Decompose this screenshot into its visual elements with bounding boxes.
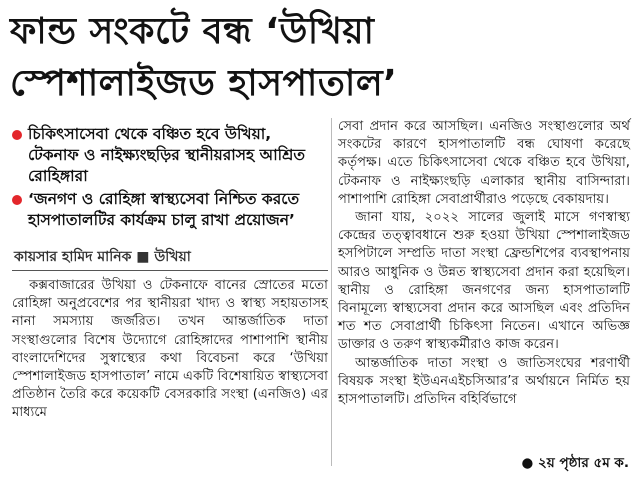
headline-line-1: ফান্ড সংকটে বন্ধ ‘উখিয়া: [10, 11, 375, 52]
byline: কায়সার হামিদ মানিক ■ উখিয়া: [14, 249, 191, 265]
summary-bullet: [12, 124, 322, 187]
summary-bullet: [12, 189, 322, 231]
paragraph: জানা যায়, ২০২২ সালের জুলাই মাসে গণস্বাস্থ্য কেন্দ্রের তত্ত্বাবধানে শুরু হওয়া উখিয়া স্পেশালাইজড হসপিটালে সম্প্রতি দাতা সংস্থা ফ্রেন্ডশিপের ব্যবস্থাপনায় আরও আধুনিক ও উন্নত স্বাস্থ্যসেবা প্রদান করা হয়েছিল। স্থানীয় ও রোহিঙ্গা জনগণের জন্য হাসপাতালটি বিনামূল্যে স্বাস্থ্যসেবা প্রদান করে আসছিল এবং প্রতিদিন শত শত সেবাপ্রার্থী চিকিৎসা নিতেন। এখানে অভিজ্ঞ ডাক্তার ও তরুণ স্বাস্থ্যকর্মীরাও কাজ করেন।: [338, 210, 630, 353]
summary-bullets: [12, 124, 322, 233]
paragraph: আন্তর্জাতিক দাতা সংস্থা ও জাতিসংঘের শরণার্থী বিষয়ক সংস্থা ইউএনএইচসিআর’র অর্থায়নে নির্মিত হয় হাসপাতালটি। প্রতিদিন বহির্বিভাগে: [338, 355, 630, 408]
headline-line-2: স্পেশালাইজড হাসপাতাল’: [10, 63, 398, 104]
paragraph: সেবা প্রদান করে আসছিল। এনজিও সংস্থাগুলোর অর্থ সংকটের কারণে হাসপাতালটি বন্ধ ঘোষণা করেছে কর্তৃপক্ষ। এতে চিকিৎসাসেবা থেকে বঞ্চিত হবে উখিয়া, টেকনাফ ও নাইক্ষ্যংছড়ি এলাকার স্থানীয় বাসিন্দারা। পাশাপাশি রোহিঙ্গা সেবাপ্রার্থীরাও পড়েছে বেকায়দায়।: [338, 119, 630, 207]
article-column-2: [338, 118, 630, 409]
paragraph: কক্সবাজারের উখিয়া ও টেকনাফে বানের স্রোতের মতো রোহিঙ্গা অনুপ্রবেশের পর স্থানীয়রা খাদ্য ও স্বাস্থ্য সহায়তাসহ নানা সমস্যায় জর্জরিত। তখন আন্তর্জাতিক দাতা সংস্থাগুলোর বিশেষ উদ্যোগে রোহিঙ্গাদের পাশাপাশি স্থানীয় বাংলাদেশিদের সুস্বাস্থ্যের কথা বিবেচনা করে ‘উখিয়া স্পেশালাইজড হাসপাতাল’ নামে একটি বিশেষায়িত স্বাস্থ্যসেবা প্রতিষ্ঠান তৈরি করে কয়েকটি বেসরকারি সংস্থা (এনজিও) এর মাধ্যমে: [12, 278, 328, 421]
red-bullet-icon: [12, 195, 22, 205]
bullet-text: চিকিৎসাসেবা থেকে বঞ্চিত হবে উখিয়া, টেকনাফ ও নাইক্ষ্যংছড়ির স্থানীয়রাসহ আশ্রিত রোহিঙ্গারা: [28, 125, 305, 185]
headline: [10, 6, 630, 110]
continuation-note: ● ২য় পৃষ্ঠার ৫ম ক.: [521, 455, 629, 471]
byline-divider: [12, 270, 328, 271]
bullet-text: ‘জনগণ ও রোহিঙ্গা স্বাস্থ্যসেবা নিশ্চিত করতে হাসপাতালটির কার্যক্রম চালু রাখা প্রয়োজন’: [28, 190, 300, 229]
column-divider: [331, 118, 332, 466]
red-bullet-icon: [12, 130, 22, 140]
article-column-1: [12, 277, 328, 423]
